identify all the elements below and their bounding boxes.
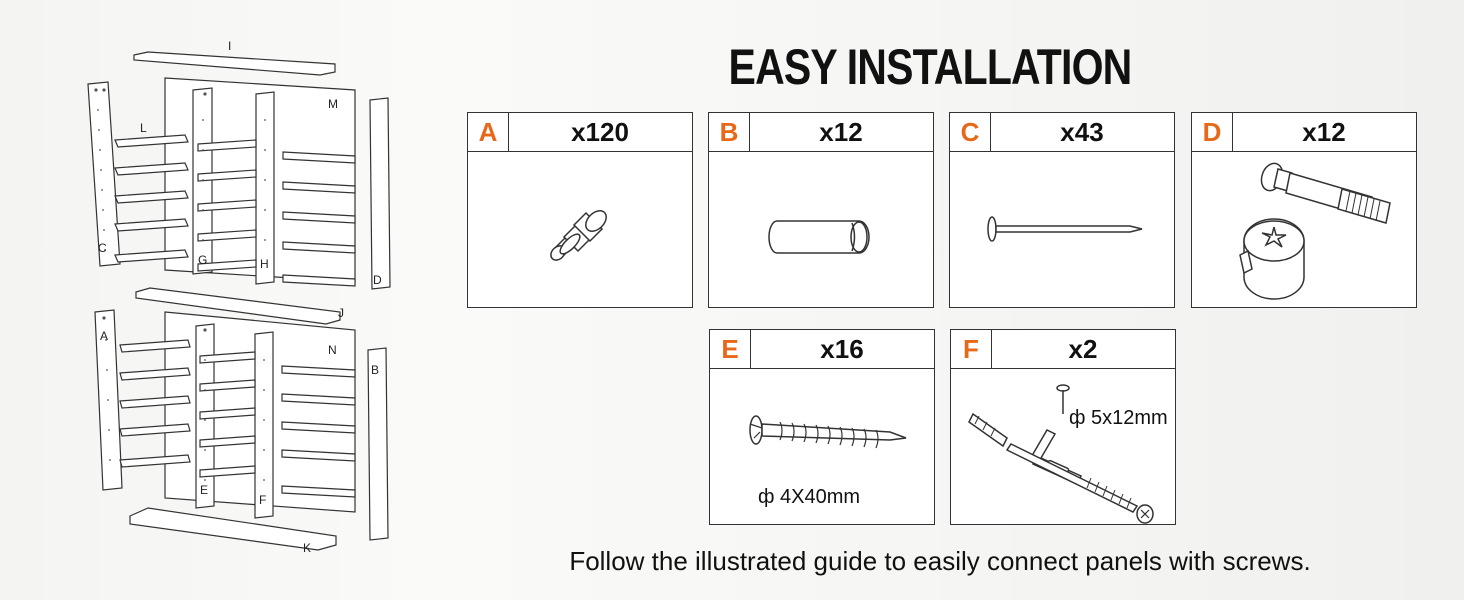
label-I: I: [228, 39, 232, 53]
part-card-e: [709, 329, 935, 525]
label-E: E: [200, 483, 209, 497]
part-letter: C: [950, 113, 991, 151]
part-quantity: x12: [819, 117, 863, 147]
part-quantity: x2: [1068, 334, 1098, 364]
footer-caption: Follow the illustrated guide to easily connect panels with screws.: [569, 546, 1311, 576]
part-quantity: x12: [1302, 117, 1346, 147]
label-H: H: [260, 257, 269, 271]
part-quantity: x120: [571, 117, 629, 147]
part-card-a: [467, 112, 693, 308]
cam-lock-fitting-icon: [1192, 151, 1418, 309]
label-K: K: [303, 541, 312, 555]
part-card-f: [950, 329, 1176, 525]
part-letter: A: [468, 113, 509, 151]
shelf-pin-icon: [468, 151, 694, 309]
part-letter: E: [710, 330, 751, 368]
nail-icon: [950, 151, 1176, 309]
label-L: L: [140, 121, 147, 135]
screw-size-label: ф 4X40mm: [758, 486, 861, 508]
page-title: EASY INSTALLATION: [728, 39, 1132, 95]
label-D: D: [373, 273, 382, 287]
label-C: C: [98, 241, 107, 255]
label-B: B: [371, 363, 380, 377]
wooden-dowel-icon: [709, 151, 935, 309]
screw-size-label: ф 5x12mm: [1069, 407, 1168, 429]
label-J: J: [338, 306, 344, 320]
label-M: M: [328, 97, 338, 111]
label-N: N: [328, 343, 337, 357]
part-card-c: [949, 112, 1175, 308]
part-card-d: [1191, 112, 1417, 308]
part-letter: B: [709, 113, 750, 151]
part-quantity: x43: [1060, 117, 1104, 147]
wall-anchor-kit-icon: [951, 368, 1177, 526]
part-quantity: x16: [820, 334, 864, 364]
label-G: G: [198, 253, 208, 267]
exploded-assembly-diagram: [0, 0, 470, 600]
label-F: F: [259, 493, 267, 507]
part-card-b: [708, 112, 934, 308]
part-letter: D: [1192, 113, 1233, 151]
part-letter: F: [951, 330, 992, 368]
label-A: A: [100, 329, 109, 343]
